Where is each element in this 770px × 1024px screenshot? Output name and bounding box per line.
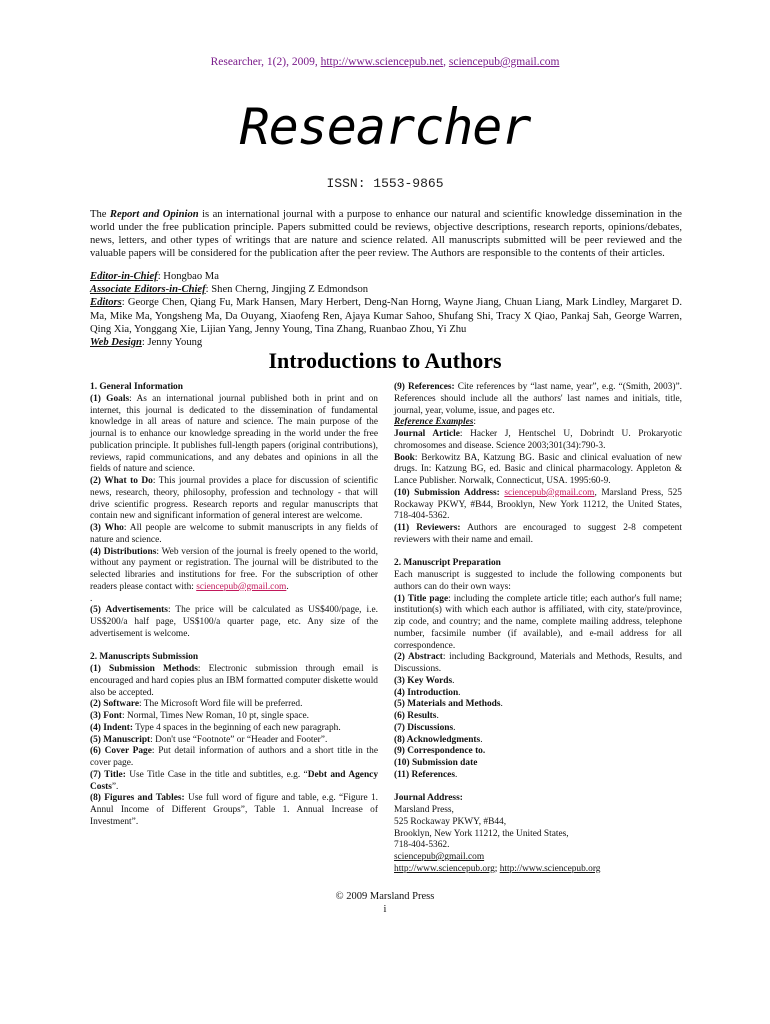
copyright: © 2009 Marsland Press <box>335 891 435 902</box>
address-url-link-2[interactable]: http://www.sciencepub.org <box>499 863 601 874</box>
list-item: (11) References. <box>394 769 458 780</box>
citation-text: Researcher, 1(2), 2009, <box>210 56 321 68</box>
abstract: (2) Abstract: including Background, Materials and Methods, Results, and Discussions. <box>394 652 682 674</box>
list-item: (10) Submission date <box>394 758 478 768</box>
journal-title: Researcher <box>239 98 531 156</box>
distribution-paragraph: (4) Distributions: Web version of the journal is freely opened to the world, without any payment or registration. The journal will be distributed to the selected libraries and institutions for free. For the subscription of other readers please contact with: sciencepub@gmail.com. <box>90 546 378 592</box>
section-title: Introductions to Authors <box>268 348 502 373</box>
submission-email-link[interactable]: sciencepub@gmail.com <box>504 487 595 498</box>
address-line: Brooklyn, New York 11212, the United States, <box>394 828 569 839</box>
address-line: 718-404-5362. <box>394 840 450 851</box>
page-footer <box>0 890 770 916</box>
goals-paragraph: (1) Goals: As an international journal published both in print and on internet, this journal is dedicated to the dissemination of fundamental knowledge in all areas of nature and science. The main purpose of the journal is to enhance our knowledge spreading in the world under the free publication principle. It publishes full-length papers (original contributions), reviews, rapid communications, and any debates and opinions in all the fields of nature and science. <box>90 393 378 475</box>
contact-email-link[interactable]: sciencepub@gmail.com <box>196 581 287 592</box>
what-paragraph: (2) What to Do: This journal provides a place for discussion of scientific news, research, theory, philosophy, profession and technology - that will drive scientific progress. Research reports and regular manuscripts that contain new and significant information of general interest are welcome. <box>90 476 378 522</box>
address-line: 525 Rockaway PKWY, #B44, <box>394 816 507 827</box>
dot-line: . <box>90 593 93 604</box>
font: (3) Font: Normal, Times New Roman, 10 pt, single space. <box>90 711 309 721</box>
section-heading: 2. Manuscript Preparation <box>394 558 501 569</box>
figures-tables: (8) Figures and Tables: Use full word of figure and table, e.g. “Figure 1. Annul Income of Different Groups”, Table 1. Annual Increase of Investment”. <box>90 793 378 827</box>
issn: ISSN: 1553-9865 <box>326 176 444 191</box>
who-paragraph: (3) Who: All people are welcome to submit manuscripts in any fields of nature and science. <box>90 523 378 545</box>
address-urls: http://www.sciencepub.org; http://www.sciencepub.org <box>394 863 601 874</box>
address-email-link[interactable]: sciencepub@gmail.com <box>394 852 485 862</box>
editors: Editors: George Chen, Qiang Fu, Mark Hansen, Mary Herbert, Deng-Nan Horng, Wayne Jiang, Chuan Liang, Mark Lindley, Margaret D. Ma, Mike Ma, Yongsheng Ma, Da Ouyang, Xiaofeng Ren, Ajaya Kumar Sahoo, Shufang Shi, Tracy X Qiao, Pankaj Sah, George Warren, Qing Xia, Yonggang Xie, Lijian Yang, Jenny Young, Tina Zhang, Ruanbao Zhou, Yi Zhu <box>90 297 682 335</box>
journal-email-link[interactable]: sciencepub@gmail.com <box>448 56 560 68</box>
software: (2) Software: The Microsoft Word file will be preferred. <box>90 699 303 710</box>
preparation-intro: Each manuscript is suggested to include the following components but authors can do their own ways: <box>394 570 682 592</box>
address-email <box>394 852 682 864</box>
journal-article-example: Journal Article: Hacker J, Hentschel U, Dobrindt U. Prokaryotic chromosomes and disease. Science 2003;301(34):790-3. <box>394 429 683 451</box>
list-item: (8) Acknowledgments. <box>394 734 483 745</box>
right-column <box>394 382 682 876</box>
separator: , <box>443 56 449 68</box>
book-example: Book: Berkowitz BA, Katzung BG. Basic and clinical evaluation of new drugs. In: Katzung BG, ed. Basic and clinical pharmacology. Appleton & Lance Publisher. Norwalk, Connecticut, USA. 1995:60-9. <box>394 452 682 486</box>
list-item: (3) Key Words. <box>394 675 455 686</box>
section-heading: 2. Manuscripts Submission <box>90 652 199 663</box>
indent: (4) Indent: Type 4 spaces in the beginning of each new paragraph. <box>90 722 341 733</box>
editorial-board <box>90 270 682 349</box>
journal-url-link[interactable]: http://www.sciencepub.net <box>320 56 444 68</box>
reference-examples-heading: Reference Examples: <box>394 417 477 428</box>
manuscript: (5) Manuscript: Don't use “Footnote” or “Header and Footer”. <box>90 734 328 745</box>
list-item: (6) Results. <box>394 711 439 721</box>
left-column <box>90 382 378 829</box>
title-rule: (7) Title: Use Title Case in the title and subtitles, e.g. “Debt and Agency Costs”. <box>90 769 379 792</box>
list-item: (4) Introduction. <box>394 687 461 698</box>
title-page: (1) Title page: including the complete article title; each author's full name; institution(s) with which each author is affiliated, with city, state/province, zip code, and country; and the name, complete mailing address, telephone number, facsimile number (if available), and e-mail address for all correspondence. <box>394 593 682 651</box>
reviewers: (11) Reviewers: Authors are encouraged to suggest 2-8 competent reviewers with their name and email. <box>394 523 682 545</box>
associate-editors: Associate Editors-in-Chief: Shen Cherng, Jingjing Z Edmondson <box>90 284 369 296</box>
page-number: i <box>383 904 387 915</box>
web-design: Web Design: Jenny Young <box>90 337 203 349</box>
advertisements-paragraph: (5) Advertisements: The price will be calculated as US$400/page, i.e. US$200/a half page, US$100/a quarter page, etc. Any size of the advertisement is welcome. <box>90 605 378 639</box>
intro-paragraph: The Report and Opinion is an international journal with a purpose to enhance our natural and scientific knowledge dissemination in the world under the free publication principle. Papers submitted could be reviews, objective descriptions, research reports, opinions/debates, news, letters, and other types of writings that are nature and science related. All manuscripts submitted will be peer reviewed and the valuable papers will be considered for the publication after the peer review. The Authors are responsible to the contents of their articles. <box>90 209 682 260</box>
address-url-link-1[interactable]: http://www.sciencepub.org <box>394 863 495 874</box>
journal-name: Report and Opinion <box>109 209 199 220</box>
editor-in-chief: Editor-in-Chief: Hongbao Ma <box>90 271 219 282</box>
submission-methods: (1) Submission Methods: Electronic submission through email is encouraged and hard copies plus an IBM formatted computer diskette would also be accepted. <box>90 664 378 698</box>
list-item: (7) Discussions. <box>394 722 456 733</box>
address-line: Marsland Press, <box>394 805 454 815</box>
references-paragraph: (9) References: Cite references by “last name, year”, e.g. “(Smith, 2003)”. References should include all the authors' last names and initials, title, journal, year, volume, issue, and pages etc. <box>394 382 682 416</box>
cover-page: (6) Cover Page: Put detail information of authors and a short title in the cover page. <box>90 746 378 768</box>
journal-address-heading: Journal Address: <box>394 793 463 804</box>
submission-address: (10) Submission Address: sciencepub@gmail.com, Marsland Press, 525 Rockaway PKWY, #B44, Brooklyn, New York 11212, the United States, 718-404-5362. <box>394 487 682 522</box>
running-header <box>0 56 770 68</box>
section-heading: 1. General Information <box>90 382 183 392</box>
list-item: (5) Materials and Methods. <box>394 699 503 710</box>
list-item: (9) Correspondence to. <box>394 746 486 757</box>
